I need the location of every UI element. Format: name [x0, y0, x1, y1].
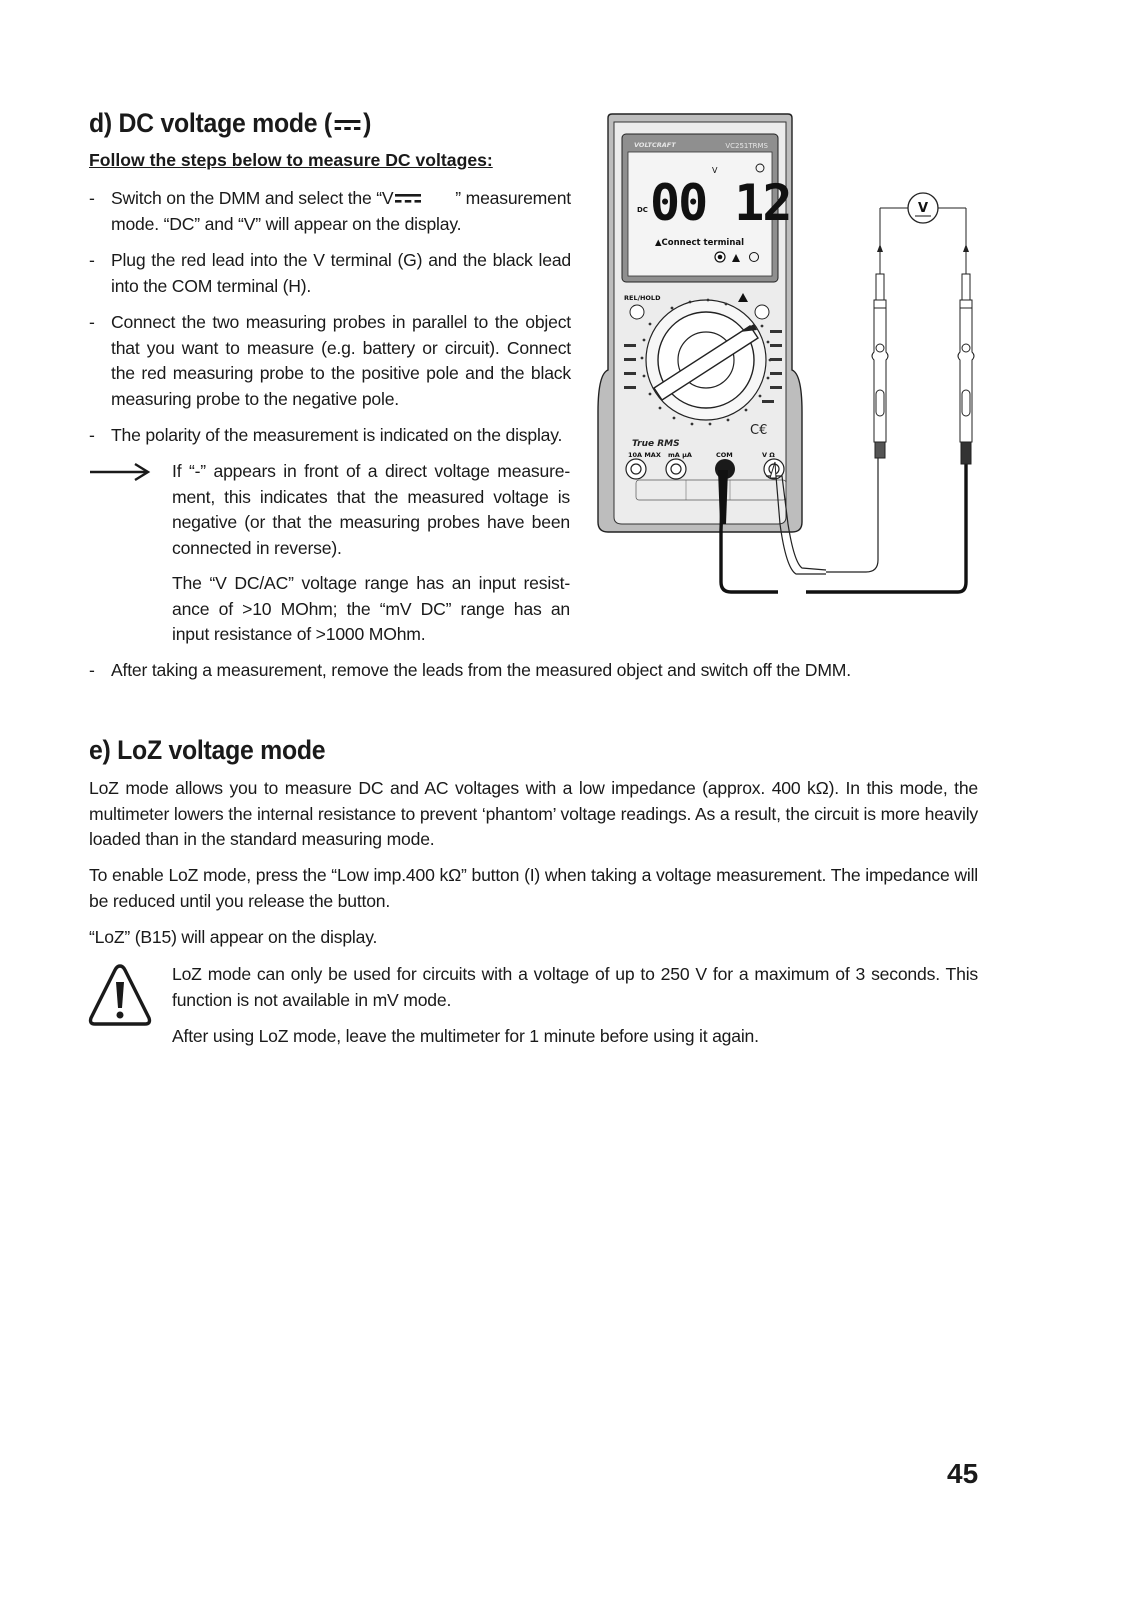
bullet-dash: - — [89, 425, 95, 445]
true-rms-label: True RMS — [632, 439, 680, 449]
test-probe-left — [872, 252, 888, 458]
test-probe-right — [958, 252, 974, 464]
dc-symbol-icon — [394, 192, 422, 206]
bullet-dash: - — [89, 312, 95, 332]
brand-label: VOLTCRAFT — [634, 141, 676, 149]
jack-com-label: COM — [716, 451, 733, 459]
jack-ma-label: mA µA — [668, 451, 692, 459]
lcd-mode: DC — [637, 206, 648, 214]
jack-v-label: V Ω — [762, 451, 775, 459]
bullet-dash: - — [89, 250, 95, 270]
warning-text-2: After using LoZ mode, leave the multimeter for 1 minute before using it again. — [172, 1026, 759, 1046]
model-label: VC251TRMS — [725, 142, 768, 150]
warning-triangle-icon — [88, 962, 152, 1028]
section-d-title-suffix: ) — [363, 108, 372, 138]
section-e-paragraph-3: “LoZ” (B15) will appear on the display. — [89, 927, 378, 947]
jack-10a-label: 10A MAX — [628, 451, 661, 459]
section-d-title-prefix: d) DC voltage mode ( — [89, 108, 332, 138]
section-e-paragraph-1: LoZ mode allows you to measure DC and AC voltages with a low impedance (approx. 400 kΩ). In this mode, the multimeter lowers the internal resistance to prevent ‘phantom’ voltage readings. As a result, the circuit is more heavily loaded than in the standard measuring mode. — [89, 778, 978, 849]
bullet-3-text: Connect the two measuring probes in parallel to the object that you want to measure (e.g. battery or circuit). Connect the red measuring probe to the positive pole and the black measuring probe to the negative pole. — [111, 312, 571, 409]
rel-hold-label: REL/HOLD — [624, 294, 661, 302]
ce-mark: C€ — [750, 423, 768, 438]
bullet-1-text-b: ” measurement — [455, 188, 571, 208]
lcd-reading: 00 12 — [650, 174, 791, 232]
bullet-1-text-c: mode. “DC” and “V” will appear on the display. — [111, 213, 462, 234]
note-2: The “V DC/AC” voltage range has an input resist-ance of >10 MOhm; the “mV DC” range has an input resistance of >1000 MOhm. — [172, 573, 570, 644]
section-e-paragraph-2: To enable LoZ mode, press the “Low imp.400 kΩ” button (I) when taking a voltage measurement. The impedance will be reduced until you release the button. — [89, 865, 978, 911]
page-number: 45 — [947, 1458, 979, 1489]
bullet-dash: - — [89, 660, 95, 680]
bullet-dash: - — [89, 188, 95, 208]
section-d-heading — [89, 108, 396, 139]
bullet-2-text: Plug the red lead into the V terminal (G) and the black lead into the COM terminal (H). — [111, 250, 571, 296]
bullet-5-text: After taking a measurement, remove the leads from the measured object and switch off the DMM. — [111, 660, 851, 680]
section-e-title: e) LoZ voltage mode — [89, 735, 326, 765]
bullet-1-text-a: Switch on the DMM and select the “V — [111, 188, 394, 208]
section-d-subheading: Follow the steps below to measure DC voltages: — [89, 150, 493, 170]
lcd-notice: ▲Connect terminal — [655, 238, 745, 248]
voltmeter-label: V — [917, 201, 929, 216]
section-e-heading — [89, 735, 346, 766]
warning-text-1: LoZ mode can only be used for circuits with a voltage of up to 250 V for a maximum of 3 seconds. This function is not available in mV mode. — [172, 964, 978, 1010]
bullet-4-text: The polarity of the measurement is indicated on the display. — [111, 425, 563, 445]
arrow-right-icon — [89, 462, 151, 482]
multimeter-illustration — [590, 112, 980, 602]
dc-symbol-icon — [333, 117, 362, 133]
lcd-unit: V — [712, 166, 718, 175]
note-1: If “-” appears in front of a direct voltage measure-ment, this indicates that the measured voltage is negative (or that the measuring probes have been connected in reverse). — [172, 461, 570, 558]
